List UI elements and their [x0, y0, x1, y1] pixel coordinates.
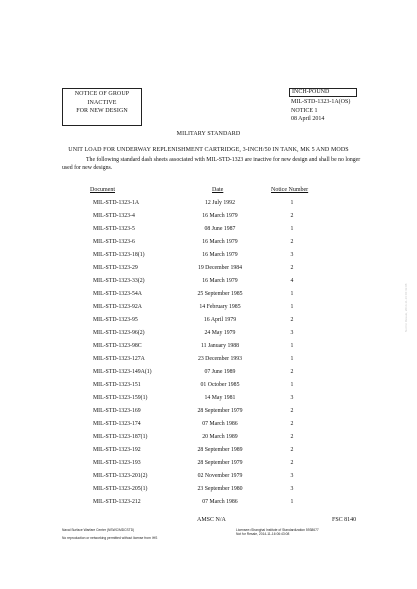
table-row: [0, 200, 417, 213]
footer-copyright-notice: No reproduction or networking permitted without license from IHS: [62, 536, 158, 541]
document-title: UNIT LOAD FOR UNDERWAY REPLENISHMENT CARTRIDGE, 3-INCH/50 IN TANK, MK 5 AND MODS: [68, 147, 349, 153]
row-document: MIL-STD-1323-92A: [93, 304, 142, 310]
table-row: [0, 447, 417, 460]
row-notice-number: 2: [290, 369, 294, 375]
row-date: 16 March 1979: [202, 239, 238, 245]
row-date: 28 September 1989: [197, 447, 243, 453]
standard-label: MILITARY STANDARD: [176, 131, 241, 137]
table-row: [0, 499, 417, 512]
row-document: MIL-STD-1323-33(2): [93, 278, 145, 284]
row-notice-number: 2: [290, 421, 294, 427]
row-document: MIL-STD-1323-98C: [93, 343, 142, 349]
row-date: 16 March 1979: [202, 252, 238, 258]
table-row: [0, 330, 417, 343]
table-row: [0, 226, 417, 239]
footer-right: [236, 528, 319, 536]
table-row: [0, 291, 417, 304]
row-notice-number: 2: [290, 213, 294, 219]
row-document: MIL-STD-1323-54A: [93, 291, 142, 297]
footer-provider: Naval Surface Warfare Center (NSWC/MDCSTD): [62, 528, 135, 532]
row-notice-number: 3: [290, 252, 294, 258]
row-document: MIL-STD-1323-193: [93, 460, 141, 466]
table-row: [0, 252, 417, 265]
row-document: MIL-STD-1323-169: [93, 408, 141, 414]
row-notice-number: 1: [290, 226, 294, 232]
document-identifier-block: [291, 98, 350, 124]
row-notice-number: 2: [290, 239, 294, 245]
row-date: 07 March 1986: [202, 421, 238, 427]
table-row: [0, 239, 417, 252]
intro-paragraph: The following standard dash sheets associated with MIL-STD-1323 are inactive for new design and shall be no longer used for new designs.: [62, 157, 361, 171]
license-watermark: Not for Resale, 2014-11-16 06:43:08: [404, 283, 408, 332]
row-date: 23 September 1980: [197, 486, 243, 492]
notice-box-line-1: NOTICE OF GROUP: [74, 91, 130, 97]
row-date: 19 December 1984: [197, 265, 243, 271]
row-document: MIL-STD-1323-1A: [93, 200, 140, 206]
notice-date: 08 April 2014: [291, 116, 325, 123]
row-notice-number: 3: [290, 395, 294, 401]
row-document: MIL-STD-1323-151: [93, 382, 141, 388]
row-date: 07 March 1986: [202, 499, 238, 505]
row-notice-number: 3: [290, 486, 294, 492]
row-document: MIL-STD-1323-95: [93, 317, 138, 323]
row-date: 02 November 1979: [197, 473, 243, 479]
row-notice-number: 1: [290, 356, 294, 362]
dash-sheet-table: [0, 200, 417, 512]
row-date: 23 December 1993: [197, 356, 243, 362]
row-date: 08 June 1987: [204, 226, 236, 232]
row-notice-number: 1: [290, 382, 294, 388]
row-notice-number: 2: [290, 265, 294, 271]
table-row: [0, 265, 417, 278]
table-row: [0, 304, 417, 317]
table-row: [0, 382, 417, 395]
row-notice-number: 1: [290, 499, 294, 505]
row-document: MIL-STD-1323-18(1): [93, 252, 145, 258]
fsc-label: FSC 8140: [332, 517, 357, 523]
row-document: MIL-STD-1323-4: [93, 213, 135, 219]
row-date: 16 April 1979: [203, 317, 237, 323]
table-row: [0, 473, 417, 486]
footer-resale-notice: Not for Resale, 2014-11-16 06:43:08: [236, 532, 290, 537]
row-date: 25 September 1985: [197, 291, 243, 297]
row-notice-number: 4: [290, 278, 294, 284]
table-row: [0, 343, 417, 356]
column-header-document: Document: [90, 187, 115, 193]
document-id: MIL-STD-1323-1A(OS): [291, 99, 351, 105]
inch-pound-label: INCH-POUND: [289, 88, 357, 97]
row-document: MIL-STD-1323-205(1): [93, 486, 148, 492]
table-row: [0, 434, 417, 447]
row-date: 24 May 1979: [204, 330, 236, 336]
row-date: 14 May 1981: [204, 395, 236, 401]
row-date: 28 September 1979: [197, 408, 243, 414]
row-date: 20 March 1989: [202, 434, 238, 440]
notice-number: NOTICE 1: [291, 107, 318, 114]
row-date: 16 March 1979: [202, 213, 238, 219]
amsc-label: AMSC N/A: [197, 517, 226, 523]
row-notice-number: 2: [290, 408, 294, 414]
row-document: MIL-STD-1323-192: [93, 447, 141, 453]
row-document: MIL-STD-1323-187(1): [93, 434, 148, 440]
table-row: [0, 356, 417, 369]
table-row: [0, 408, 417, 421]
row-document: MIL-STD-1323-149A(1): [93, 369, 152, 375]
column-header-date: Date: [212, 187, 224, 193]
row-notice-number: 3: [290, 330, 294, 336]
row-date: 28 September 1979: [197, 460, 243, 466]
row-date: 12 July 1992: [205, 200, 235, 206]
table-row: [0, 369, 417, 382]
table-row: [0, 278, 417, 291]
table-row: [0, 460, 417, 473]
row-date: 07 June 1989: [204, 369, 236, 375]
row-document: MIL-STD-1323-201(2): [93, 473, 148, 479]
row-date: 14 February 1985: [199, 304, 241, 310]
notice-box-line-2: INACTIVE: [87, 99, 117, 106]
row-notice-number: 2: [290, 447, 294, 453]
table-row: [0, 213, 417, 226]
row-notice-number: 2: [290, 434, 294, 440]
table-row: [0, 317, 417, 330]
footer-left: [62, 528, 157, 540]
row-notice-number: 2: [290, 460, 294, 466]
row-date: 01 October 1985: [200, 382, 240, 388]
row-notice-number: 1: [290, 200, 294, 206]
column-header-notice-number: Notice Number: [271, 187, 309, 193]
row-notice-number: 1: [290, 304, 294, 310]
notice-of-group-box: [62, 88, 142, 126]
row-notice-number: 1: [290, 291, 294, 297]
row-document: MIL-STD-1323-174: [93, 421, 141, 427]
row-date: 16 March 1979: [202, 278, 238, 284]
row-date: 11 January 1988: [200, 343, 240, 349]
table-row: [0, 395, 417, 408]
table-row: [0, 486, 417, 499]
notice-box-line-3: FOR NEW DESIGN: [76, 108, 128, 114]
row-notice-number: 2: [290, 317, 294, 323]
row-document: MIL-STD-1323-29: [93, 265, 138, 271]
row-document: MIL-STD-1323-127A: [93, 356, 145, 362]
row-notice-number: 3: [290, 473, 294, 479]
row-notice-number: 1: [290, 343, 294, 349]
row-document: MIL-STD-1323-159(1): [93, 395, 148, 401]
row-document: MIL-STD-1323-6: [93, 239, 135, 245]
row-document: MIL-STD-1323-212: [93, 499, 141, 505]
table-row: [0, 421, 417, 434]
row-document: MIL-STD-1323-5: [93, 226, 135, 232]
row-document: MIL-STD-1323-96(2): [93, 330, 145, 336]
footer-licensee: Licensee=Shanghai Institute of Standardization 5938677: [236, 528, 319, 532]
